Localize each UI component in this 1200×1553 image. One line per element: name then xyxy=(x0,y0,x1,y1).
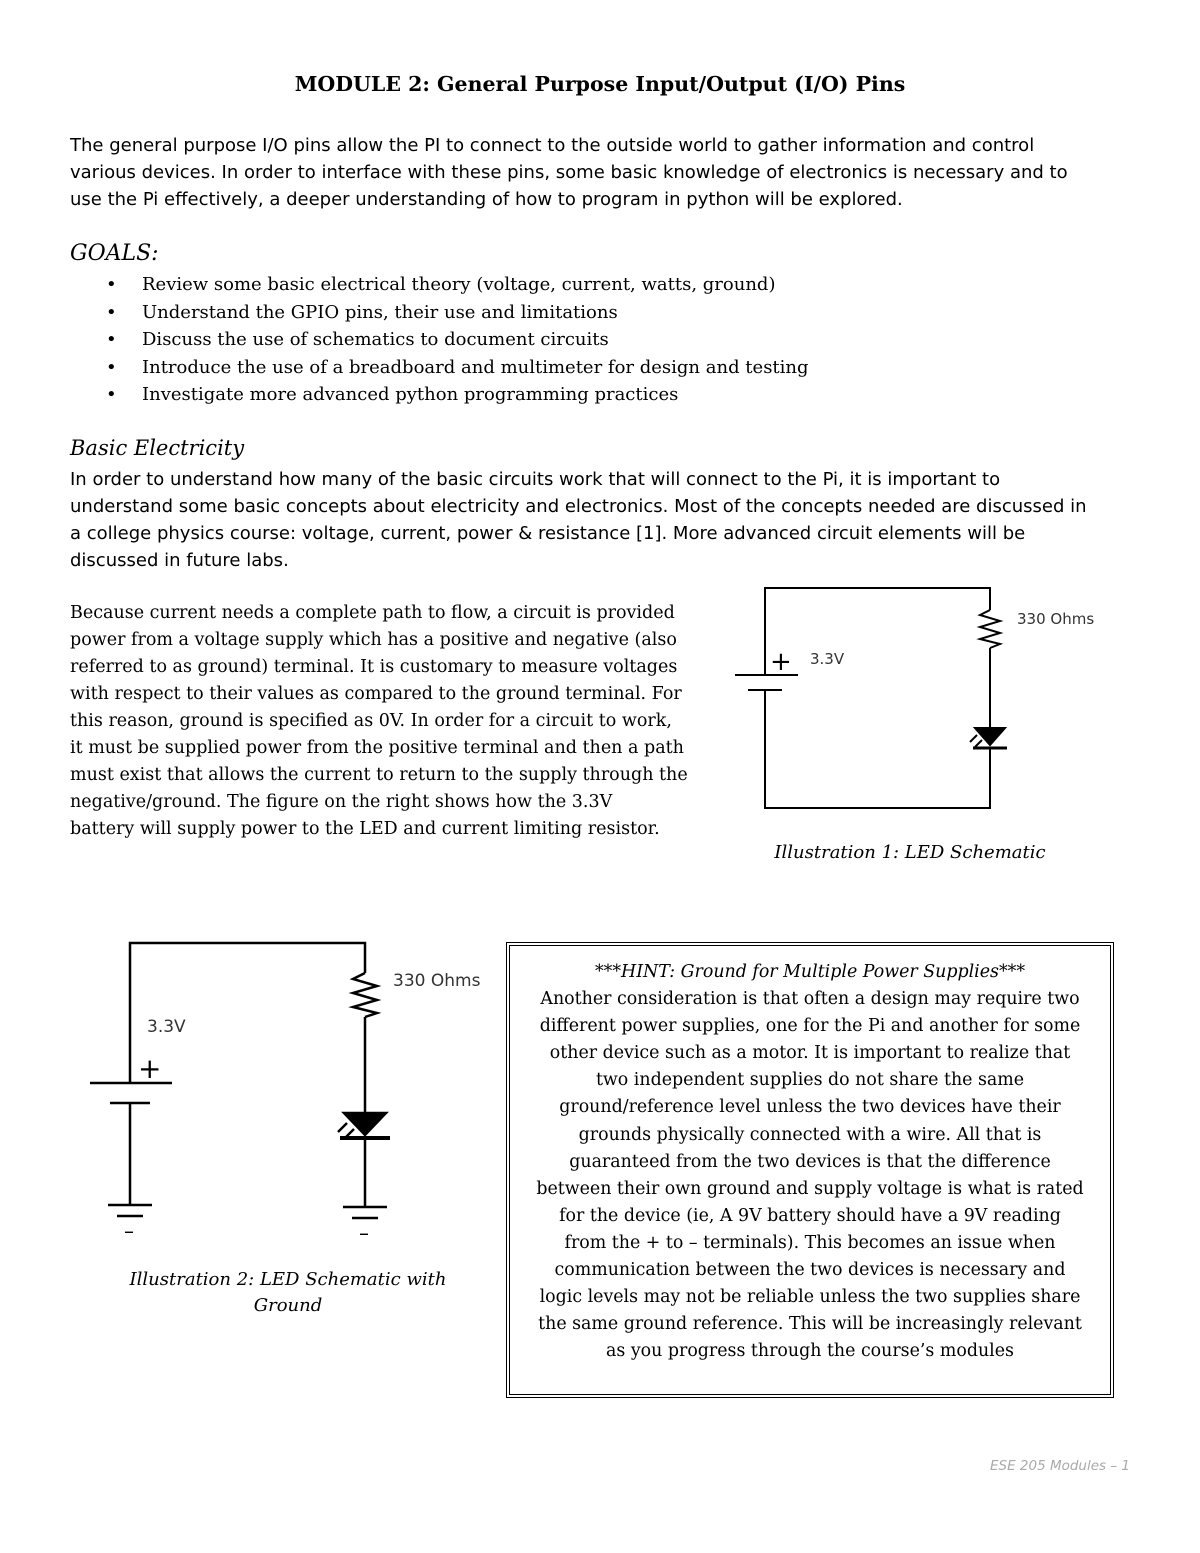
hint-line: guaranteed from the two devices is that the difference xyxy=(569,1151,1051,1172)
led-schematic-ground-diagram xyxy=(80,935,500,1255)
paragraph-line: it must be supplied power from the positive terminal and then a path xyxy=(70,738,684,758)
bullet-icon: • xyxy=(106,274,117,295)
schematic-wire xyxy=(765,690,990,808)
paragraph-line: power from a voltage supply which has a positive and negative (also xyxy=(70,630,677,650)
hint-line: other device such as a motor. It is important to realize that xyxy=(549,1043,1071,1064)
resistor-icon xyxy=(980,610,1000,648)
goal-item: • Introduce the use of a breadboard and multimeter for design and testing xyxy=(70,354,1070,382)
schematic-wire xyxy=(765,588,990,675)
paragraph-line: with respect to their values as compared to the ground terminal. For xyxy=(70,684,682,704)
intro-line: The general purpose I/O pins allow the PI to connect to the outside world to gather information and control xyxy=(70,135,1035,156)
goals-heading: GOALS: xyxy=(70,241,159,266)
hint-line: logic levels may not be reliable unless the two supplies share xyxy=(539,1287,1081,1308)
goal-item: • Discuss the use of schematics to document circuits xyxy=(70,326,1070,354)
led-schematic-diagram xyxy=(730,580,1110,820)
hint-line: grounds physically connected with a wire. All that is xyxy=(578,1124,1042,1145)
hint-line: from the + to – terminals). This becomes an issue when xyxy=(564,1232,1056,1253)
paragraph-line: must exist that allows the current to return to the supply through the xyxy=(70,765,688,785)
current-path-paragraph xyxy=(70,600,730,843)
goal-item: • Understand the GPIO pins, their use and limitations xyxy=(70,299,1070,327)
voltage-label: 3.3V xyxy=(810,650,845,668)
led-icon xyxy=(338,1113,390,1138)
figure2-caption: Illustration 2: LED Schematic with Ground xyxy=(129,1269,447,1316)
paragraph-line: a college physics course: voltage, current, power & resistance [1]. More advanced circuit elements will be xyxy=(70,523,1026,544)
bullet-icon: • xyxy=(106,329,117,350)
plus-icon: + xyxy=(138,1052,162,1085)
hint-line: Another consideration is that often a design may require two xyxy=(540,989,1080,1010)
hint-line: between their own ground and supply voltage is what is rated xyxy=(536,1178,1084,1199)
led-icon xyxy=(970,728,1007,748)
minus-icon: – xyxy=(359,1221,369,1245)
paragraph-line: referred to as ground) terminal. It is customary to measure voltages xyxy=(70,657,678,677)
hint-title: ***HINT: Ground for Multiple Power Supplies*** xyxy=(594,962,1026,982)
page-title: MODULE 2: General Purpose Input/Output (I/O) Pins xyxy=(294,72,906,96)
hint-line: as you progress through the course’s modules xyxy=(606,1341,1014,1362)
paragraph-line: battery will supply power to the LED and current limiting resistor. xyxy=(70,819,660,839)
voltage-label: 3.3V xyxy=(147,1017,186,1037)
paragraph-line: this reason, ground is specified as 0V. In order for a circuit to work, xyxy=(70,711,672,731)
bullet-icon: • xyxy=(106,301,117,323)
page-footer: ESE 205 Modules – 1 xyxy=(989,1458,1130,1474)
paragraph-line: In order to understand how many of the basic circuits work that will connect to the Pi, it is important to xyxy=(70,469,1001,490)
bullet-icon: • xyxy=(106,356,117,378)
paragraph-line: negative/ground. The figure on the right shows how the 3.3V xyxy=(70,792,613,812)
figure1-caption: Illustration 1: LED Schematic xyxy=(774,842,1046,863)
plus-icon: + xyxy=(770,647,792,677)
resistor-label: 330 Ohms xyxy=(1017,610,1095,628)
intro-line: various devices. In order to interface with these pins, some basic knowledge of electronics is necessary and to xyxy=(70,162,1068,183)
paragraph-line: Because current needs a complete path to flow, a circuit is provided xyxy=(70,603,675,623)
goals-list xyxy=(70,271,1070,409)
hint-line: ground/reference level unless the two devices have their xyxy=(559,1097,1061,1118)
hint-line: two independent supplies do not share the same xyxy=(595,1070,1025,1091)
goal-item: • Investigate more advanced python programming practices xyxy=(70,381,1070,409)
hint-line: for the device (ie, A 9V battery should have a 9V reading xyxy=(559,1205,1061,1226)
hint-box xyxy=(506,942,1114,1398)
resistor-label: 330 Ohms xyxy=(393,971,481,991)
section-heading: Basic Electricity xyxy=(70,436,245,460)
hint-line: the same ground reference. This will be increasingly relevant xyxy=(538,1314,1082,1335)
intro-line: use the Pi effectively, a deeper understanding of how to program in python will be explored. xyxy=(70,189,903,210)
basic-electricity-paragraph xyxy=(70,466,1150,574)
bullet-icon: • xyxy=(106,384,117,405)
paragraph-line: understand some basic concepts about electricity and electronics. Most of the concepts needed are discussed in xyxy=(70,496,1087,517)
paragraph-line: discussed in future labs. xyxy=(70,550,289,571)
hint-line: different power supplies, one for the Pi and another for some xyxy=(539,1016,1081,1037)
intro-paragraph xyxy=(70,132,1140,213)
ground-icon xyxy=(108,1205,152,1216)
resistor-icon xyxy=(353,973,377,1017)
hint-content xyxy=(510,946,1110,1365)
ground-icon xyxy=(343,1207,387,1218)
hint-line: communication between the two devices is necessary and xyxy=(554,1260,1066,1281)
goal-item: • Review some basic electrical theory (voltage, current, watts, ground) xyxy=(70,271,1070,299)
schematic-wire xyxy=(130,943,365,1083)
minus-icon: – xyxy=(124,1219,134,1243)
